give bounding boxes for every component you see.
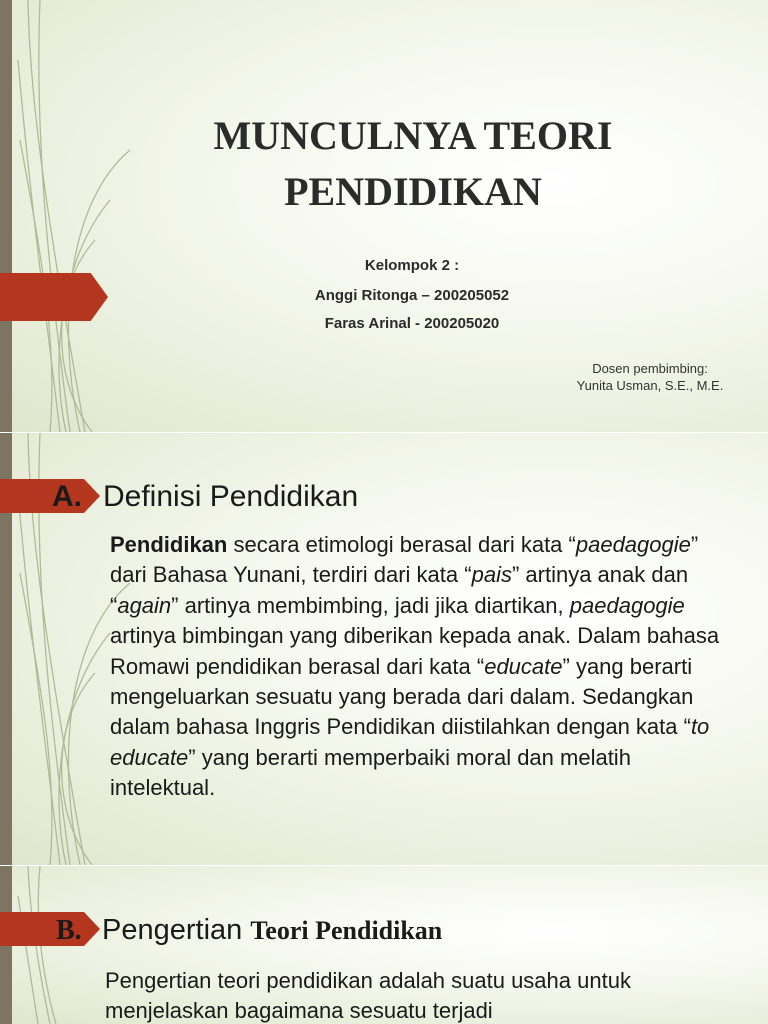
grass-stroke-decoration xyxy=(0,0,140,432)
accent-arrow-shape xyxy=(0,479,100,513)
accent-arrow-shape xyxy=(0,912,100,946)
understanding-paragraph: Pengertian teori pendidikan adalah suatu usaha untuk menjelaskan bagaimana sesuatu terjadi xyxy=(105,968,631,1024)
definition-slide xyxy=(0,433,768,865)
section-letter: B. xyxy=(56,915,82,946)
member-2: Faras Arinal - 200205020 xyxy=(324,315,500,332)
understanding-slide xyxy=(0,866,768,1024)
section-letter: A. xyxy=(52,480,82,513)
definition-paragraph: Pendidikan secara etimologi berasal dari kata “paedagogie” dari Bahasa Yunani, terdiri dari kata “pais” artinya anak dan “again” artinya membimbing, jadi jika diartikan, paedagogie artinya bimbingan yang diberikan kepada anak. Dalam bahasa Romawi pendidikan berasal dari kata “educate” yang berarti mengeluarkan sesuatu yang berada dari dalam. Sedangkan dalam bahasa Inggris Pendidikan diistilahkan dengan kata “to educate” yang berarti memperbaiki moral dan melatih intelektual. xyxy=(110,532,720,801)
supervisor-label: Dosen pembimbing: xyxy=(592,361,708,376)
title-slide xyxy=(0,0,768,432)
supervisor-name: Yunita Usman, S.E., M.E. xyxy=(576,378,724,393)
term-bold: Pendidikan xyxy=(110,532,228,557)
section-heading: Definisi Pendidikan xyxy=(103,480,359,513)
member-1: Anggi Ritonga – 200205052 xyxy=(314,287,510,304)
accent-arrow-shape xyxy=(0,273,108,321)
presentation-title: MUNCULNYA TEORI PENDIDIKAN xyxy=(213,113,613,214)
group-label: Kelompok 2 : xyxy=(364,257,460,274)
section-heading: Pengertian Teori Pendidikan xyxy=(102,914,443,946)
